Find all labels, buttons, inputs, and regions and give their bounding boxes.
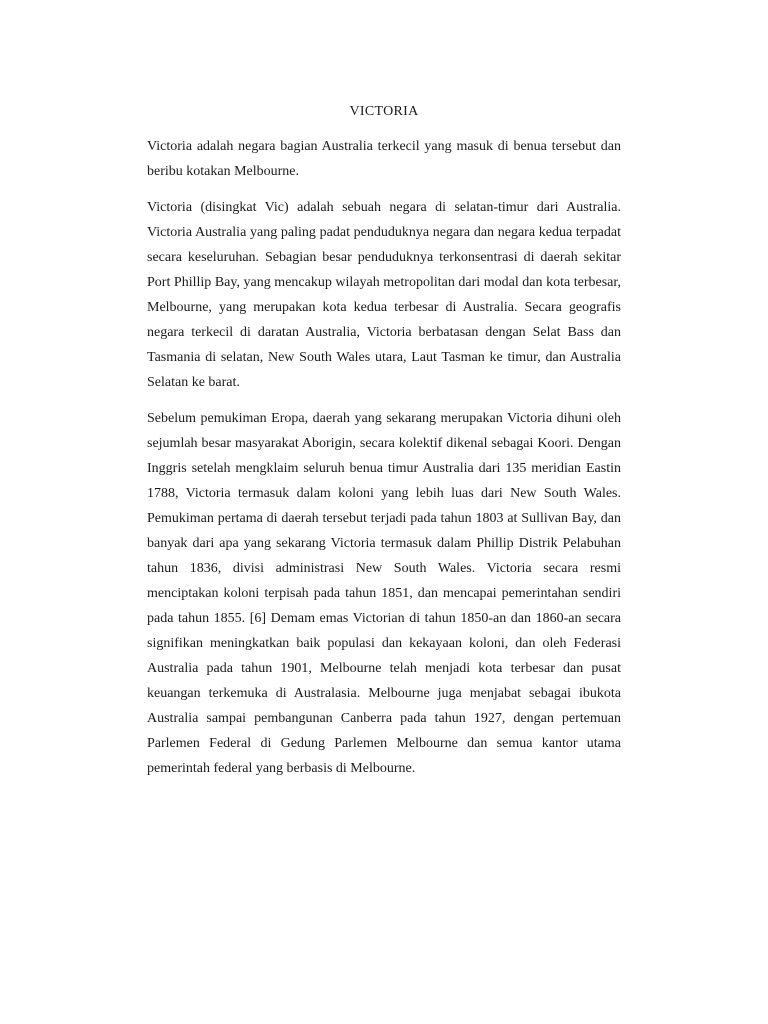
paragraph-geography: Victoria (disingkat Vic) adalah sebuah negara di selatan-timur dari Australia. Victoria Australia yang paling padat penduduknya negara dan negara kedua terpadat secara keseluruhan. Sebagian besar penduduknya terkonsentrasi di daerah sekitar Port Phillip Bay, yang mencakup wilayah metropolitan dari modal dan kota terbesar, Melbourne, yang merupakan kota kedua terbesar di Australia. Secara geografis negara terkecil di daratan Australia, Victoria berbatasan dengan Selat Bass dan Tasmania di selatan, New South Wales utara, Laut Tasman ke timur, dan Australia Selatan ke barat.	[147, 200, 621, 390]
paragraph-intro: Victoria adalah negara bagian Australia terkecil yang masuk di benua tersebut dan beribu kotakan Melbourne.	[147, 139, 621, 179]
document-body	[147, 102, 621, 792]
paragraph-history: Sebelum pemukiman Eropa, daerah yang sekarang merupakan Victoria dihuni oleh sejumlah besar masyarakat Aborigin, secara kolektif dikenal sebagai Koori. Dengan Inggris setelah mengklaim seluruh benua timur Australia dari 135 meridian Eastin 1788, Victoria termasuk dalam koloni yang lebih luas dari New South Wales. Pemukiman pertama di daerah tersebut terjadi pada tahun 1803 at Sullivan Bay, dan banyak dari apa yang sekarang Victoria termasuk dalam Phillip Distrik Pelabuhan tahun 1836, divisi administrasi New South Wales. Victoria secara resmi menciptakan koloni terpisah pada tahun 1851, dan mencapai pemerintahan sendiri pada tahun 1855. [6] Demam emas Victorian di tahun 1850-an dan 1860-an secara signifikan meningkatkan baik populasi dan kekayaan koloni, dan oleh Federasi Australia pada tahun 1901, Melbourne telah menjadi kota terbesar dan pusat keuangan terkemuka di Australasia. Melbourne juga menjabat sebagai ibukota Australia sampai pembangunan Canberra pada tahun 1927, dengan pertemuan Parlemen Federal di Gedung Parlemen Melbourne dan semua kantor utama pemerintah federal yang berbasis di Melbourne.	[147, 411, 621, 776]
document-title: VICTORIA	[349, 104, 419, 119]
